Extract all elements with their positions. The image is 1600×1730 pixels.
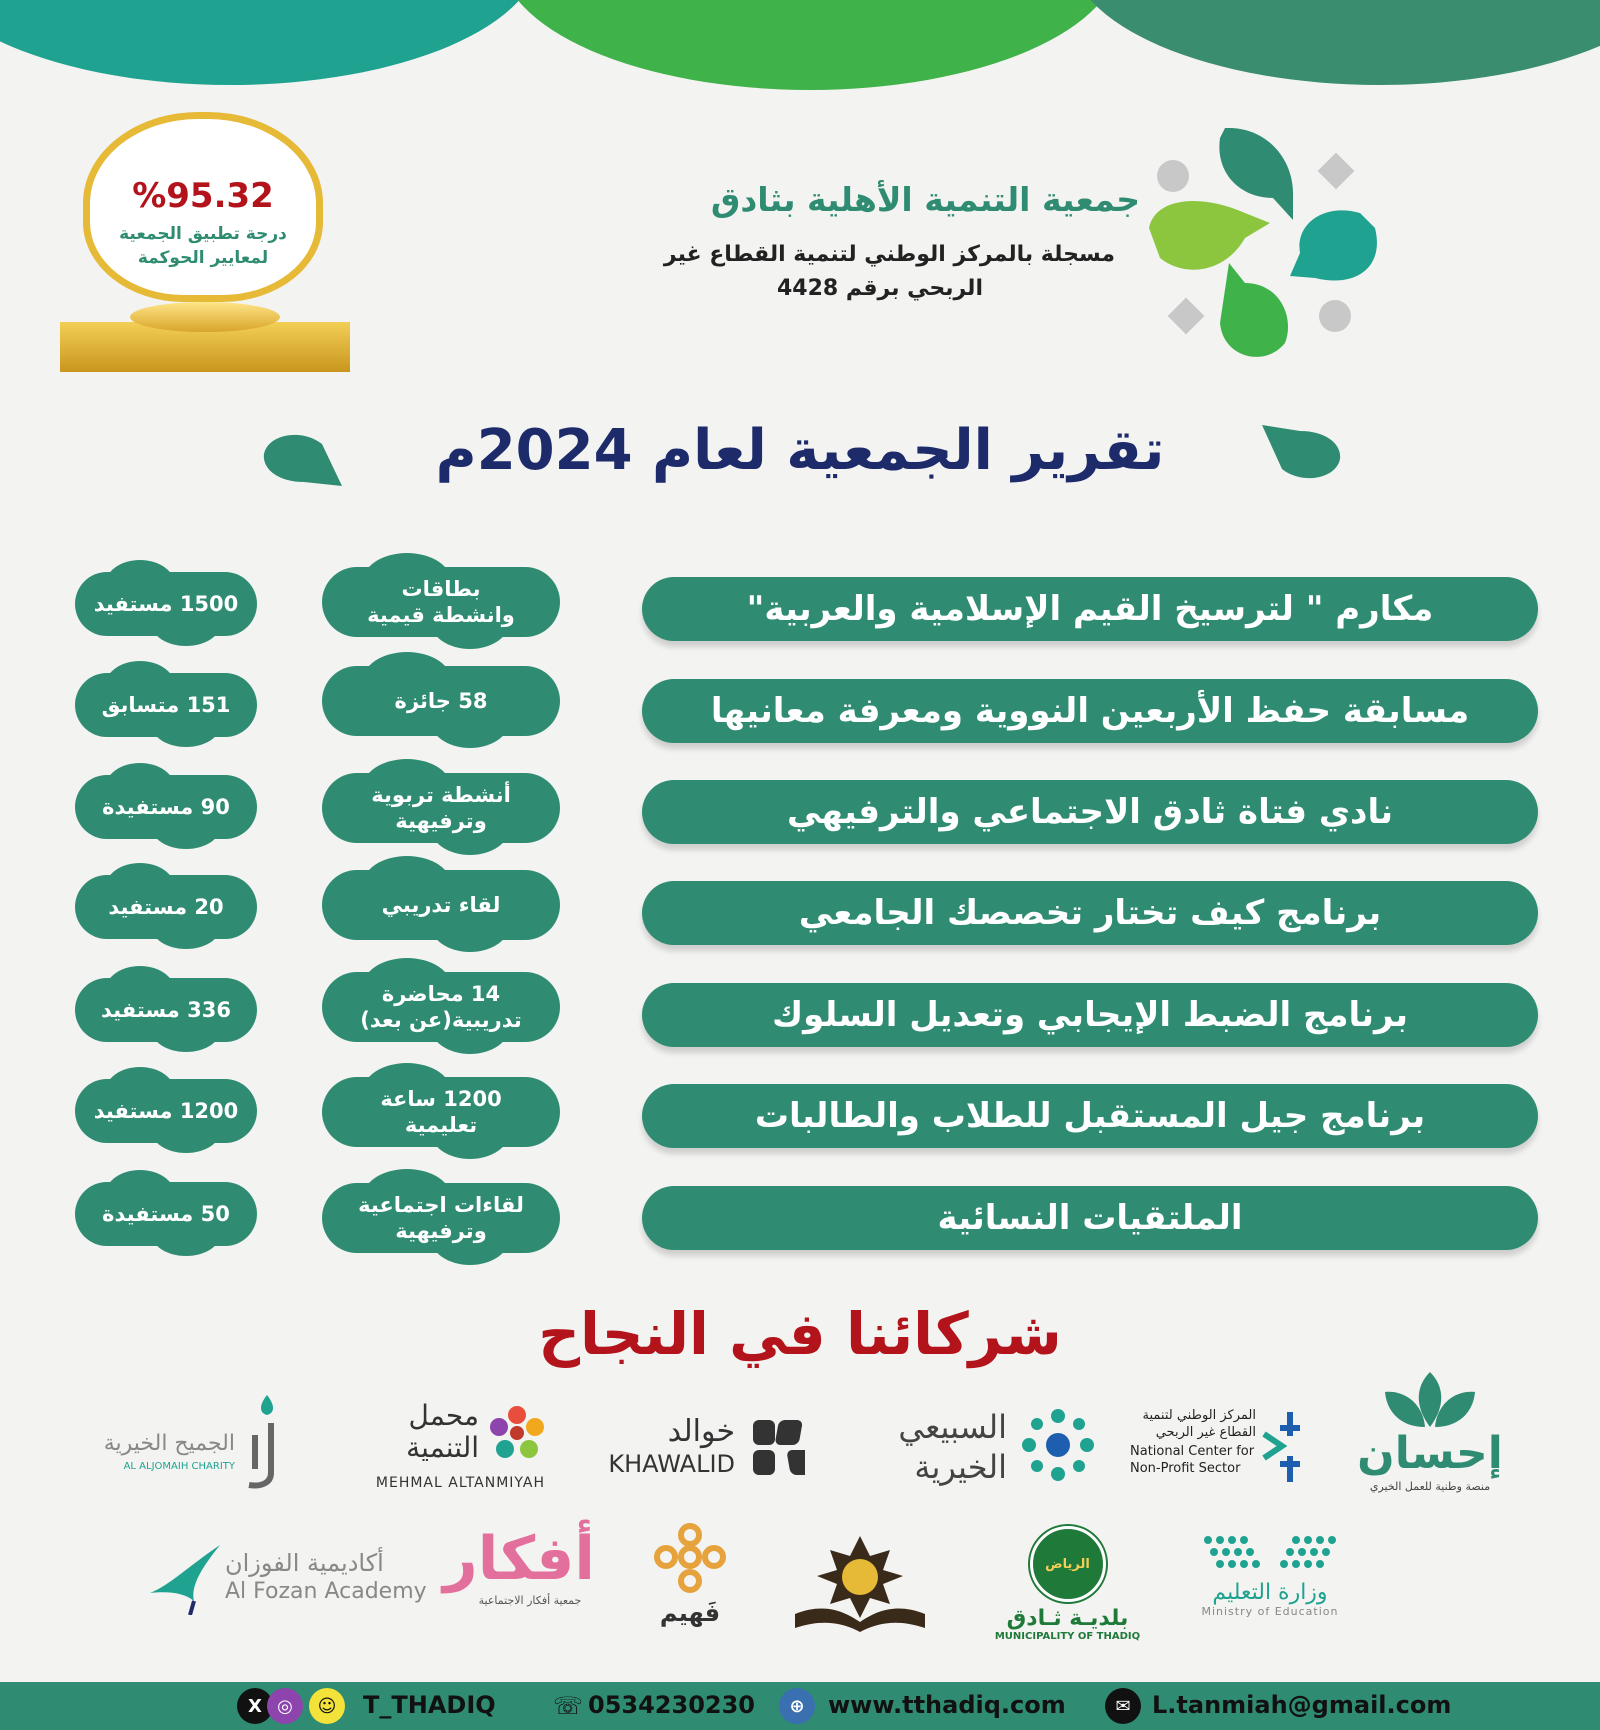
partner-khawalid — [590, 1414, 805, 1480]
aljomaih-en: AL ALJOMAIH CHARITY — [123, 1461, 235, 1472]
ncnp-en-2: Non-Profit Sector — [1130, 1461, 1241, 1476]
social-handle[interactable]: T_THADIQ — [363, 1691, 496, 1719]
badge-line-1: درجة تطبيق الجمعية — [119, 224, 287, 244]
ihsan-name: إحسان — [1357, 1428, 1503, 1479]
ihsan-leaves-icon — [1375, 1372, 1485, 1432]
program-name-4: برنامج كيف تختار تخصصك الجامعي — [642, 881, 1538, 945]
badge-score: %95.32 — [132, 176, 274, 216]
partner-aljomaih — [100, 1395, 285, 1495]
phone-icon: ☏ — [552, 1692, 583, 1720]
title-leaf-left-icon — [262, 432, 342, 490]
afkar-sub: جمعية أفكار الاجتماعية — [478, 1594, 582, 1607]
snapchat-icon[interactable]: ☺ — [309, 1688, 345, 1724]
program-beneficiaries-7: 50 مستفيدة — [75, 1182, 257, 1246]
program-activity-2: 58 جائزة — [322, 666, 560, 736]
program-name-1: مكارم " لترسيخ القيم الإسلامية والعربية" — [642, 577, 1538, 641]
globe-icon: ⊕ — [779, 1688, 815, 1724]
email-icon: ✉ — [1105, 1688, 1141, 1724]
subaie-star-icon — [1021, 1408, 1095, 1482]
program-beneficiaries-2: 151 متسابق — [75, 673, 257, 737]
municipality-en: MUNICIPALITY OF THADIQ — [994, 1631, 1141, 1642]
municipality-ar: بلديـة ثـادق — [1006, 1606, 1129, 1631]
subaie-ar-1: السبيعي — [898, 1408, 1007, 1446]
alfozan-ar: أكاديمية الفوزان — [225, 1549, 384, 1577]
program-activity-5: 14 محاضرة تدريبية(عن بعد) — [322, 972, 560, 1042]
aljomaih-ar: الجميح الخيرية — [103, 1431, 235, 1456]
program-name-3: نادي فتاة ثادق الاجتماعي والترفيهي — [642, 780, 1538, 844]
program-beneficiaries-6: 1200 مستفيد — [75, 1079, 257, 1143]
quran-emblem-icon — [785, 1532, 935, 1637]
partner-mehmal — [335, 1399, 545, 1495]
subaie-ar-2: الخيرية — [914, 1448, 1007, 1486]
fahim-logo-icon — [644, 1523, 736, 1603]
partner-afkar — [443, 1524, 595, 1607]
program-activity-3: أنشطة تربوية وترفيهية — [322, 773, 560, 843]
registration-line-2: الربحي برقم 4428 — [776, 276, 983, 301]
program-activity-6: 1200 ساعة تعليمية — [322, 1077, 560, 1147]
title-leaf-right-icon — [1262, 425, 1342, 483]
x-social-icon[interactable]: X — [237, 1688, 273, 1724]
alfozan-en: Al Fozan Academy — [225, 1579, 427, 1604]
partner-ihsan — [1355, 1372, 1505, 1493]
partner-subaie — [845, 1408, 1095, 1488]
mehmal-ar-1: محمل — [408, 1399, 479, 1432]
program-activity-4: لقاء تدريبي — [322, 870, 560, 940]
partner-alfozan — [150, 1545, 427, 1615]
moe-ar: وزارة التعليم — [1212, 1580, 1328, 1605]
program-activity-7: لقاءات اجتماعية وترفيهية — [322, 1183, 560, 1253]
ncnp-arrows-icon — [1260, 1406, 1316, 1486]
partner-thadiq-municipality — [985, 1526, 1150, 1642]
khawalid-en: KHAWALID — [608, 1450, 735, 1478]
program-beneficiaries-4: 20 مستفيد — [75, 875, 257, 939]
top-blob-middle — [500, 0, 1120, 90]
moe-en: Ministry of Education — [1201, 1605, 1339, 1618]
top-blob-right — [1070, 0, 1600, 85]
khawalid-ar: خوالد — [667, 1414, 735, 1449]
program-beneficiaries-1: 1500 مستفيد — [75, 572, 257, 636]
email-address[interactable]: L.tanmiah@gmail.com — [1152, 1691, 1452, 1719]
alfozan-wing-icon — [150, 1545, 220, 1615]
afkar-name: أفكار — [443, 1524, 595, 1594]
program-beneficiaries-5: 336 مستفيد — [75, 978, 257, 1042]
association-logo — [1145, 128, 1385, 368]
program-activity-1: بطاقات وانشطة قيمية — [322, 567, 560, 637]
program-name-2: مسابقة حفظ الأربعين النووية ومعرفة معانيها — [642, 679, 1538, 743]
ncnp-ar-2: القطاع غير الربحي — [1155, 1425, 1256, 1440]
municipality-seal-icon — [1030, 1526, 1106, 1602]
mehmal-en: MEHMAL ALTANMIYAH — [375, 1475, 545, 1491]
program-beneficiaries-3: 90 مستفيدة — [75, 775, 257, 839]
mehmal-ar-2: التنمية — [406, 1431, 479, 1464]
org-name: جمعية التنمية الأهلية بثادق — [710, 180, 1140, 219]
khawalid-logo-icon — [753, 1420, 805, 1476]
badge-line-2: لمعايير الحوكمة — [137, 248, 269, 268]
partner-fahim — [635, 1523, 745, 1627]
program-name-6: برنامج جيل المستقبل للطلاب والطالبات — [642, 1084, 1538, 1148]
moe-dots-icon — [1200, 1532, 1340, 1574]
ncnp-ar-1: المركز الوطني لتنمية — [1142, 1408, 1256, 1423]
fahim-name: فَهيم — [659, 1599, 721, 1627]
phone-number[interactable]: 0534230230 — [588, 1691, 755, 1719]
badge-pedestal — [130, 302, 280, 332]
program-name-7: الملتقيات النسائية — [642, 1186, 1538, 1250]
aljomaih-logo-icon — [241, 1395, 285, 1491]
partners-title: شركائنا في النجاح — [538, 1300, 1062, 1368]
instagram-icon[interactable]: ◎ — [267, 1688, 303, 1724]
municipality-seal-text: الرياض — [1045, 1556, 1090, 1572]
governance-badge — [55, 112, 355, 377]
partner-moe — [1195, 1532, 1345, 1618]
ncnp-en-1: National Center for — [1130, 1444, 1255, 1459]
mehmal-petals-icon — [489, 1405, 545, 1461]
report-title: تقرير الجمعية لعام 2024م — [435, 418, 1165, 483]
ihsan-sub: منصة وطنية للعمل الخيري — [1369, 1480, 1491, 1493]
program-name-5: برنامج الضبط الإيجابي وتعديل السلوك — [642, 983, 1538, 1047]
registration-line-1: مسجلة بالمركز الوطني لتنمية القطاع غير — [663, 242, 1115, 267]
top-blob-left — [0, 0, 540, 85]
website-link[interactable]: www.tthadiq.com — [828, 1691, 1066, 1719]
